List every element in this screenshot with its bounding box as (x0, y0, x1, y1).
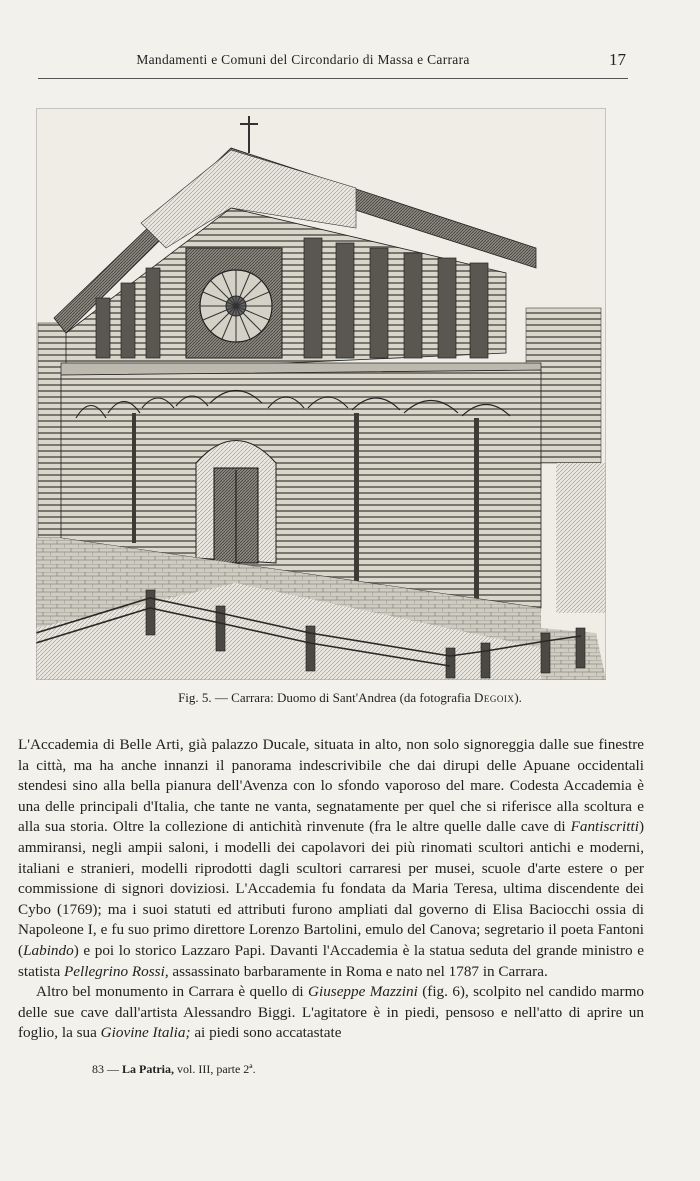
page-number: 17 (609, 50, 626, 69)
cathedral-illustration (36, 108, 606, 680)
body-text (18, 735, 644, 1044)
figure-caption: Fig. 5. — Carrara: Duomo di Sant'Andrea (da fotografia Degoix). (178, 690, 522, 705)
figure-cathedral-engraving (36, 108, 606, 680)
running-header (38, 50, 628, 79)
publication-title: La Patria, (122, 1062, 174, 1076)
signature-footer: 83 — La Patria, vol. III, parte 2ª. (92, 1062, 256, 1076)
paragraph-mazzini: Altro bel monumento in Carrara è quello di Giuseppe Mazzini (fig. 6), scolpito nel candido marmo delle sue cave dall'artista Alessandro Biggi. L'agitatore è in piedi, pensoso e nell'atto di aprire un foglio, la sua Giovine Italia; ai piedi sono accatastate (18, 983, 644, 1042)
running-title: Mandamenti e Comuni del Circondario di Massa e Carrara (136, 52, 470, 67)
paragraph-accademia: L'Accademia di Belle Arti, già palazzo Ducale, situata in alto, non solo signoreggia dalle sue finestre la città, ma ha anche innanzi il panorama indescrivibile che dai dirupi delle Apuane occidentali stendesi sino alla bella pianura dell'Avenza con lo sfondo vaporoso del mare. Codesta Accademia è una delle principali d'Italia, che tante ne vanta, segnatamente per quel che si riferisce alla scoltura e alla sua storia. Oltre la collezione di antichità rinvenute (fra le altre quelle dalle cave di Fantiscritti) ammiransi, negli ampii saloni, i modelli dei capolavori dei più rinomati scultori antichi e moderni, italiani e stranieri, modelli riprodotti dagli scultori carraresi per musei, scuole d'arte estere o per commissione di signori doviziosi. L'Accademia fu fondata da Maria Teresa, ultima discendente dei Cybo (1769); ma i suoi statuti ed attributi furono ampliati dal governo di Elisa Baciocchi ossia di Napoleone I, e fu suo primo direttore Lorenzo Bartolini, emulo del Canova; segretario il poeta Fantoni (Labindo) e poi lo storico Lazzaro Papi. Davanti l'Accademia è la statua seduta del grande ministro e statista Pellegrino Rossi, assassinato barbaramente in Roma e nato nel 1787 in Carrara. (18, 736, 644, 980)
caption-photographer: Degoix (473, 690, 515, 705)
